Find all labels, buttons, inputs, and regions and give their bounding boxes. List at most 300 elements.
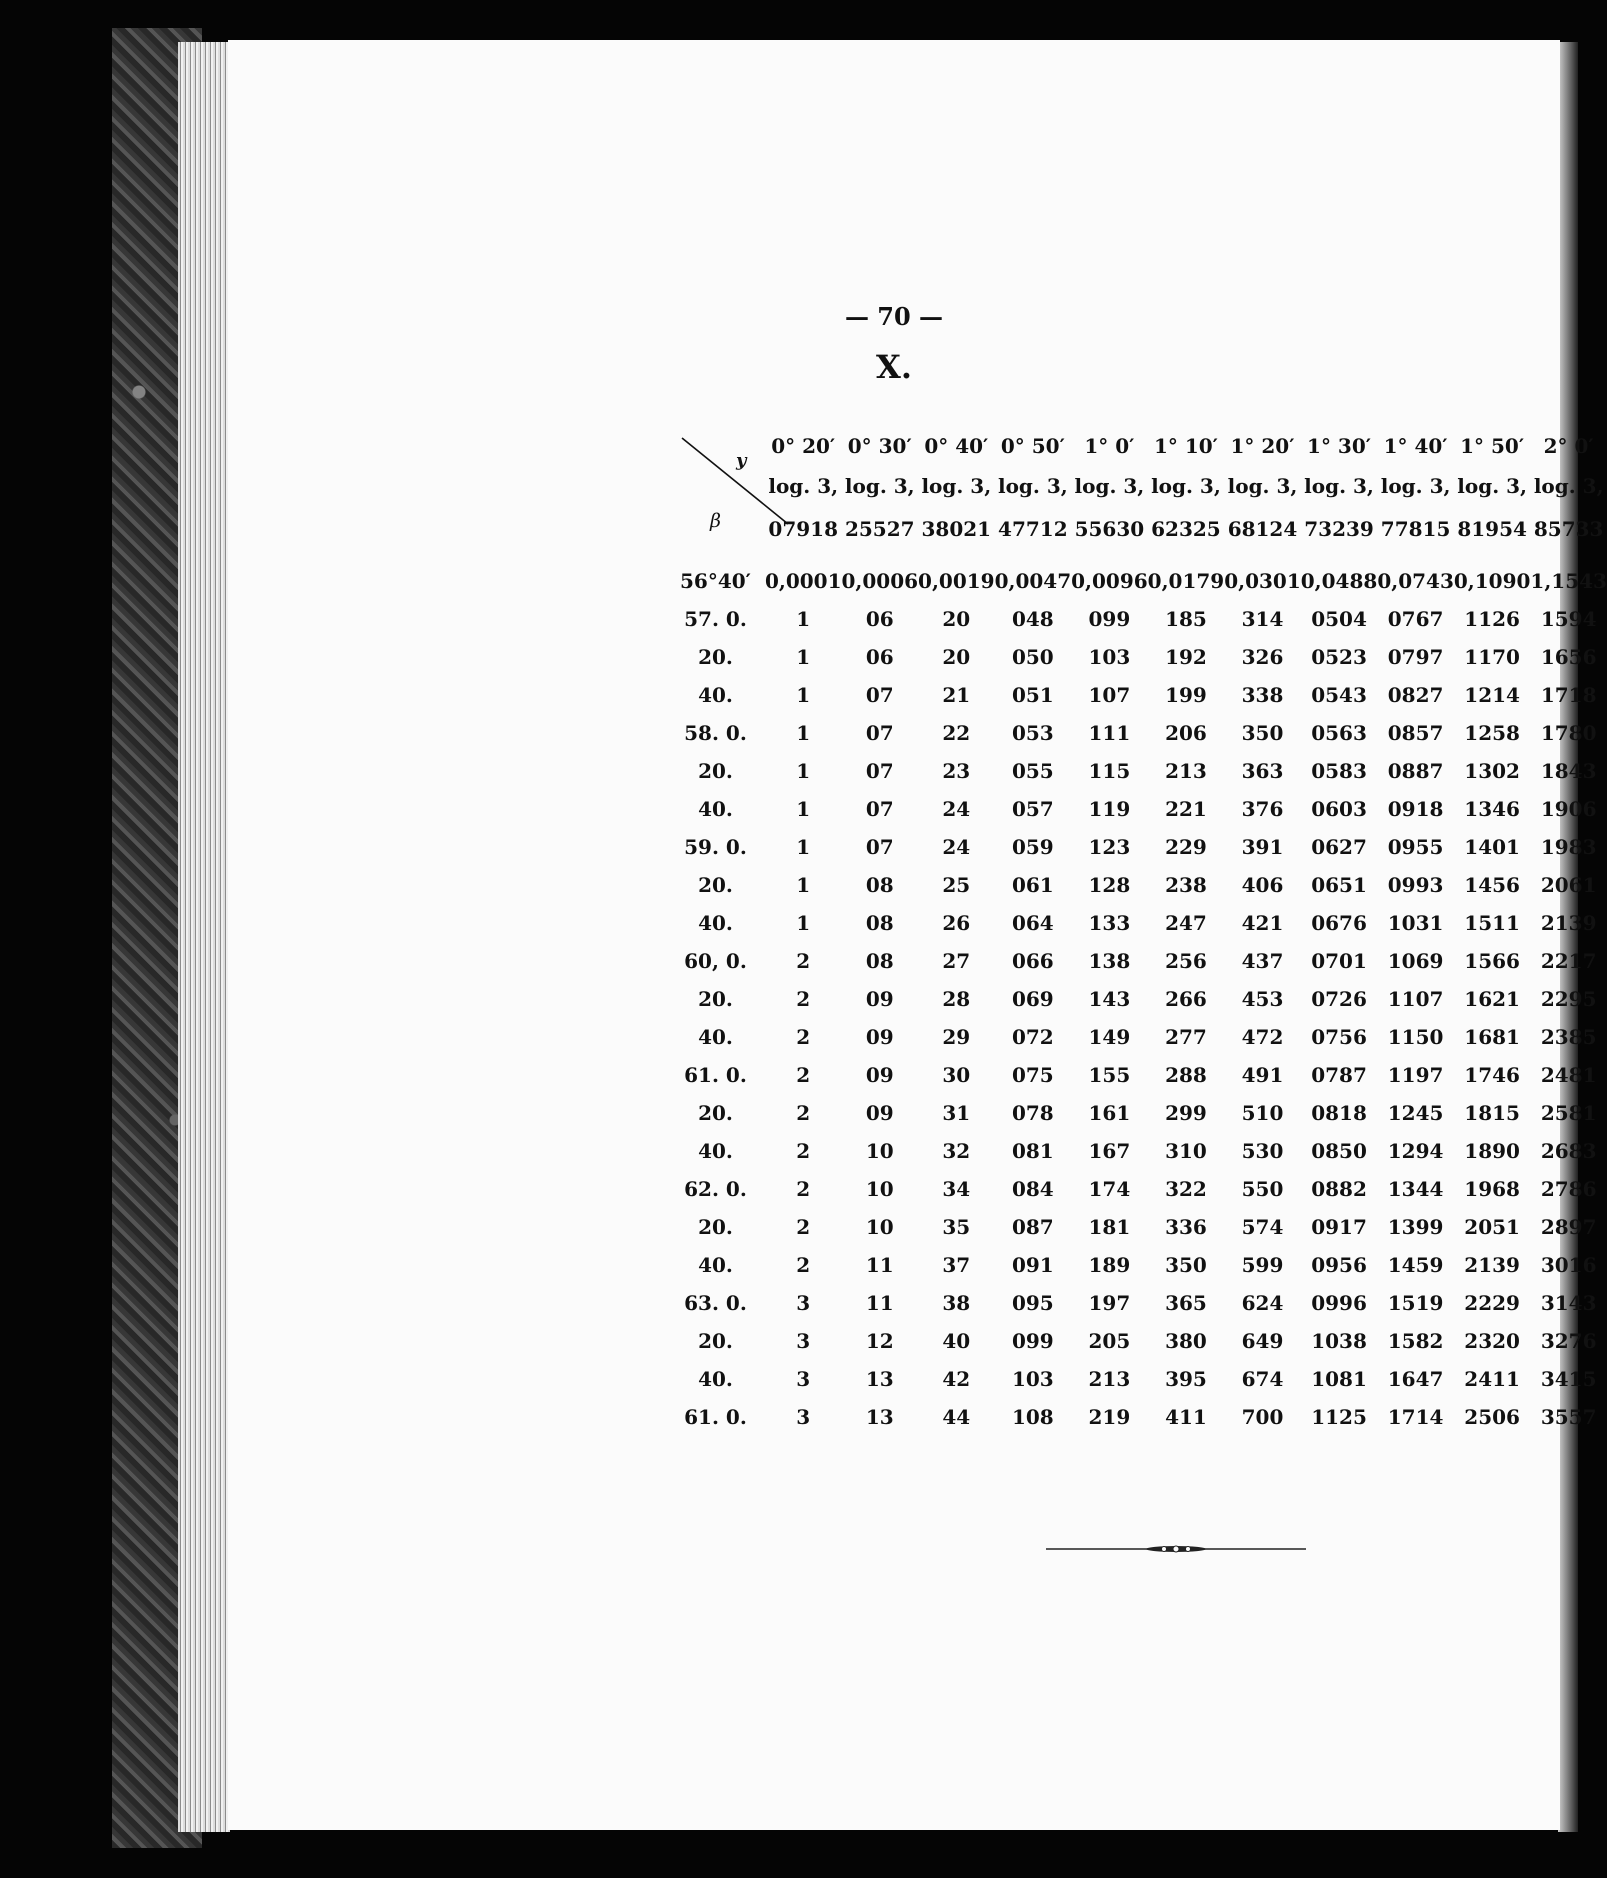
column-log-prefix: log. 3, (844, 474, 915, 498)
table-cell: 061 (1011, 873, 1054, 897)
table-cell: 3016 (1540, 1253, 1597, 1277)
table-cell: 599 (1241, 1253, 1284, 1277)
table-cell: 376 (1241, 797, 1284, 821)
table-cell: 09 (865, 1063, 894, 1087)
table-cell: 09 (865, 1101, 894, 1125)
table-cell: 336 (1165, 1215, 1207, 1239)
table-cell: 13 (865, 1405, 894, 1429)
table-cell: 199 (1165, 683, 1207, 707)
table-cell: 391 (1241, 835, 1284, 859)
column-log-digits: 07918 (768, 517, 838, 541)
table-cell: 700 (1241, 1405, 1284, 1429)
table-cell: 07 (865, 835, 894, 859)
table-row (680, 1208, 1607, 1246)
table-cell: 3557 (1540, 1405, 1597, 1429)
table-cell: 064 (1011, 911, 1054, 935)
table-cell: 103 (1011, 1367, 1054, 1391)
table-cell: 185 (1165, 607, 1207, 631)
table-row (680, 1398, 1607, 1436)
table-cell: 048 (1011, 607, 1054, 631)
table-cell: 0627 (1311, 835, 1367, 859)
table-cell: 0797 (1387, 645, 1444, 669)
table-cell: 0767 (1387, 607, 1444, 631)
table-cell: 0827 (1387, 683, 1444, 707)
table-cell: 338 (1241, 683, 1284, 707)
table-cell: 406 (1241, 873, 1284, 897)
book-page (228, 40, 1607, 1830)
table-row (680, 714, 1607, 752)
table-cell: 08 (865, 949, 894, 973)
table-cell: 395 (1165, 1367, 1207, 1391)
table-cell: 380 (1165, 1329, 1207, 1353)
table-cell: 08 (865, 911, 894, 935)
table-cell: 1519 (1387, 1291, 1444, 1315)
table-cell: 1214 (1464, 683, 1520, 707)
table-cell: 277 (1165, 1025, 1207, 1049)
table-cell: 1 (796, 759, 811, 783)
column-log-prefix: log. 3, (997, 474, 1068, 498)
table-cell: 219 (1088, 1405, 1131, 1429)
table-cell: 213 (1088, 1367, 1131, 1391)
table-cell: 2 (796, 1253, 811, 1277)
table-cell: 055 (1011, 759, 1054, 783)
table-cell: 205 (1088, 1329, 1131, 1353)
table-cell: 32 (942, 1139, 971, 1163)
table-row (680, 828, 1607, 866)
column-log-prefix: log. 3, (1457, 474, 1527, 498)
column-log-digits: 55630 (1074, 517, 1145, 541)
column-angle-header: 2° 0′ (1543, 434, 1594, 458)
column-log-digits: 73239 (1304, 517, 1374, 541)
column-log-digits: 25527 (844, 517, 915, 541)
table-cell: 0882 (1311, 1177, 1367, 1201)
table-cell: 0,0488 (1300, 569, 1378, 593)
table-cell: 1107 (1387, 987, 1444, 1011)
table-cell: 2411 (1464, 1367, 1520, 1391)
table-cell: 0955 (1387, 835, 1444, 859)
column-angle-header: 1° 50′ (1460, 434, 1525, 458)
table-cell: 099 (1088, 607, 1131, 631)
column-angle-header: 1° 30′ (1307, 434, 1372, 458)
column-angle-header: 1° 10′ (1153, 434, 1218, 458)
column-angle-header: 0° 30′ (847, 434, 912, 458)
table-cell: 1566 (1464, 949, 1520, 973)
table-cell: 326 (1241, 645, 1284, 669)
row-label: 61. 0. (684, 1063, 747, 1087)
table-cell: 29 (942, 1025, 971, 1049)
table-body (680, 552, 1607, 1436)
table-cell: 1621 (1464, 987, 1520, 1011)
table-cell: 2139 (1540, 911, 1597, 935)
row-label: 40. (698, 1253, 733, 1277)
table-cell: 2139 (1464, 1253, 1520, 1277)
table-cell: 2481 (1540, 1063, 1597, 1087)
table-cell: 247 (1165, 911, 1207, 935)
row-label: 20. (698, 1101, 733, 1125)
table-cell: 128 (1088, 873, 1131, 897)
table-cell: 421 (1241, 911, 1284, 935)
row-label: 40. (698, 797, 733, 821)
table-cell: 0857 (1387, 721, 1444, 745)
table-cell: 2385 (1540, 1025, 1597, 1049)
column-log-digits: 38021 (921, 517, 992, 541)
table-cell: 0787 (1311, 1063, 1367, 1087)
table-cell: 1 (796, 607, 811, 631)
column-angle-header: 0° 50′ (1000, 434, 1065, 458)
row-label: 40. (698, 911, 733, 935)
table-cell: 2786 (1540, 1177, 1597, 1201)
table-cell: 108 (1011, 1405, 1054, 1429)
table-cell: 1714 (1387, 1405, 1444, 1429)
table-cell: 2897 (1540, 1215, 1597, 1239)
row-label: 58. 0. (684, 721, 747, 745)
row-label: 20. (698, 645, 733, 669)
table-cell: 2506 (1464, 1405, 1520, 1429)
ornamental-rule (1046, 1544, 1306, 1554)
table-cell: 072 (1011, 1025, 1054, 1049)
table-cell: 1843 (1540, 759, 1597, 783)
table-row (680, 980, 1607, 1018)
table-cell: 167 (1088, 1139, 1131, 1163)
table-cell: 0756 (1311, 1025, 1367, 1049)
table-cell: 059 (1011, 835, 1054, 859)
table-row (680, 866, 1607, 904)
table-cell: 0701 (1311, 949, 1367, 973)
table-cell: 1031 (1387, 911, 1444, 935)
column-log-digits: 62325 (1151, 517, 1221, 541)
table-row (680, 790, 1607, 828)
table-cell: 3 (796, 1405, 811, 1429)
section-heading: X. (876, 348, 912, 386)
table-cell: 095 (1011, 1291, 1054, 1315)
row-label: 20. (698, 987, 733, 1011)
table-cell: 365 (1165, 1291, 1207, 1315)
table-cell: 103 (1088, 645, 1131, 669)
table-cell: 649 (1241, 1329, 1284, 1353)
table-cell: 1081 (1311, 1367, 1367, 1391)
table-cell: 11 (865, 1291, 894, 1315)
table-cell: 24 (942, 797, 971, 821)
table-cell: 31 (942, 1101, 971, 1125)
row-label: 62. 0. (684, 1177, 747, 1201)
corner-label-beta: β (710, 510, 721, 532)
table-cell: 1890 (1464, 1139, 1520, 1163)
table-cell: 491 (1241, 1063, 1284, 1087)
table-cell: 119 (1088, 797, 1131, 821)
table-cell: 3 (796, 1367, 811, 1391)
table-cell: 12 (865, 1329, 894, 1353)
table-cell: 1815 (1464, 1101, 1520, 1125)
table-cell: 44 (942, 1405, 971, 1429)
table-cell: 0543 (1311, 683, 1367, 707)
table-cell: 1718 (1540, 683, 1597, 707)
table-cell: 087 (1011, 1215, 1054, 1239)
table-cell: 21 (942, 683, 971, 707)
table-row (680, 752, 1607, 790)
table-cell: 099 (1011, 1329, 1054, 1353)
table-cell: 1399 (1387, 1215, 1444, 1239)
table-cell: 051 (1011, 683, 1054, 707)
table-cell: 350 (1165, 1253, 1207, 1277)
table-cell: 0996 (1311, 1291, 1367, 1315)
table-cell: 1906 (1540, 797, 1597, 821)
table-cell: 107 (1088, 683, 1131, 707)
row-label: 40. (698, 1139, 733, 1163)
table-cell: 1 (796, 835, 811, 859)
table-cell: 3415 (1540, 1367, 1597, 1391)
table-cell: 2295 (1540, 987, 1597, 1011)
table-cell: 081 (1011, 1139, 1054, 1163)
table-row (680, 904, 1607, 942)
table-cell: 0887 (1387, 759, 1444, 783)
table-cell: 25 (942, 873, 971, 897)
row-label: 63. 0. (684, 1291, 747, 1315)
header-angles-row (680, 426, 1607, 466)
table-cell: 1594 (1540, 607, 1597, 631)
table-cell: 0,0301 (1224, 569, 1301, 593)
table-cell: 1 (796, 721, 811, 745)
table-cell: 2051 (1464, 1215, 1520, 1239)
table-cell: 10 (865, 1139, 894, 1163)
row-label: 20. (698, 873, 733, 897)
table-cell: 2581 (1540, 1101, 1597, 1125)
table-cell: 181 (1088, 1215, 1131, 1239)
table-cell: 111 (1088, 721, 1131, 745)
table-cell: 299 (1165, 1101, 1207, 1125)
table-row (680, 1246, 1607, 1284)
table-cell: 155 (1088, 1063, 1131, 1087)
table-cell: 050 (1011, 645, 1054, 669)
column-log-prefix: log. 3, (1380, 474, 1451, 498)
log-table (680, 426, 1607, 1436)
table-cell: 1401 (1464, 835, 1520, 859)
table-cell: 0603 (1311, 797, 1367, 821)
table-cell: 0956 (1311, 1253, 1367, 1277)
table-cell: 13 (865, 1367, 894, 1391)
row-label: 40. (698, 683, 733, 707)
table-cell: 0,0006 (841, 569, 919, 593)
table-cell: 0,0179 (1147, 569, 1225, 593)
table-cell: 437 (1241, 949, 1284, 973)
table-cell: 1170 (1464, 645, 1520, 669)
table-cell: 0,1090 (1453, 569, 1531, 593)
table-cell: 2 (796, 1101, 811, 1125)
header-log-row (680, 466, 1607, 506)
table-cell: 1681 (1464, 1025, 1520, 1049)
table-cell: 1197 (1387, 1063, 1444, 1087)
table-cell: 2 (796, 987, 811, 1011)
table-cell: 42 (942, 1367, 971, 1391)
table-cell: 0,0047 (994, 569, 1072, 593)
table-cell: 314 (1241, 607, 1284, 631)
table-cell: 530 (1241, 1139, 1284, 1163)
table-cell: 2061 (1540, 873, 1597, 897)
table-cell: 174 (1088, 1177, 1131, 1201)
table-cell: 24 (942, 835, 971, 859)
table-cell: 0,0001 (764, 569, 842, 593)
column-log-prefix: log. 3, (1533, 474, 1604, 498)
table-cell: 057 (1011, 797, 1054, 821)
table-cell: 221 (1165, 797, 1207, 821)
table-cell: 363 (1241, 759, 1284, 783)
table-cell: 10 (865, 1177, 894, 1201)
table-row (680, 638, 1607, 676)
table-cell: 0563 (1311, 721, 1367, 745)
column-log-digits: 85733 (1533, 517, 1604, 541)
table-cell: 624 (1241, 1291, 1284, 1315)
table-cell: 20 (942, 645, 971, 669)
column-log-prefix: log. 3, (921, 474, 992, 498)
table-cell: 192 (1165, 645, 1207, 669)
table-cell: 0918 (1387, 797, 1444, 821)
table-row (680, 942, 1607, 980)
table-cell: 197 (1088, 1291, 1131, 1315)
table-cell: 1258 (1464, 721, 1520, 745)
table-cell: 20 (942, 607, 971, 631)
column-log-digits: 68124 (1227, 517, 1298, 541)
table-row (680, 1170, 1607, 1208)
table-row (680, 1360, 1607, 1398)
table-cell: 06 (865, 645, 894, 669)
table-cell: 1038 (1311, 1329, 1367, 1353)
table-row (680, 1018, 1607, 1056)
table-cell: 3 (796, 1329, 811, 1353)
table-cell: 453 (1241, 987, 1284, 1011)
table-cell: 1125 (1311, 1405, 1367, 1429)
column-log-digits: 47712 (998, 517, 1068, 541)
table-cell: 1983 (1540, 835, 1597, 859)
table-row (680, 1284, 1607, 1322)
table-cell: 09 (865, 1025, 894, 1049)
table-cell: 0726 (1311, 987, 1367, 1011)
table-cell: 08 (865, 873, 894, 897)
table-cell: 30 (942, 1063, 971, 1087)
header-digits-row (680, 506, 1607, 552)
table-cell: 3 (796, 1291, 811, 1315)
table-row (680, 1322, 1607, 1360)
table-cell: 574 (1241, 1215, 1284, 1239)
table-cell: 2 (796, 1025, 811, 1049)
table-cell: 0504 (1311, 607, 1367, 631)
table-cell: 229 (1165, 835, 1207, 859)
table-cell: 0850 (1311, 1139, 1367, 1163)
table-cell: 0,0096 (1071, 569, 1148, 593)
page-stack-edges (178, 42, 230, 1832)
table-cell: 0,0019 (918, 569, 995, 593)
table-cell: 0523 (1311, 645, 1367, 669)
table-cell: 0583 (1311, 759, 1367, 783)
table-cell: 10 (865, 1215, 894, 1239)
row-label: 40. (698, 1025, 733, 1049)
table-cell: 0676 (1311, 911, 1367, 935)
table-cell: 11 (865, 1253, 894, 1277)
table-cell: 37 (942, 1253, 971, 1277)
column-log-prefix: log. 3, (1227, 474, 1298, 498)
table-cell: 1582 (1387, 1329, 1444, 1353)
table-cell: 078 (1011, 1101, 1054, 1125)
row-label: 60, 0. (684, 949, 747, 973)
row-label: 20. (698, 759, 733, 783)
table-cell: 23 (942, 759, 971, 783)
table-cell: 149 (1088, 1025, 1131, 1049)
table-cell: 1780 (1540, 721, 1597, 745)
table-cell: 07 (865, 721, 894, 745)
page-number: — 70 — (844, 302, 944, 331)
row-label: 56°40′ (680, 569, 751, 593)
table-row (680, 1132, 1607, 1170)
table-cell: 1656 (1540, 645, 1597, 669)
table-cell: 066 (1011, 949, 1054, 973)
column-angle-header: 0° 20′ (771, 434, 836, 458)
table-cell: 0,0743 (1377, 569, 1454, 593)
table-cell: 123 (1088, 835, 1131, 859)
table-cell: 1511 (1464, 911, 1520, 935)
table-cell: 09 (865, 987, 894, 1011)
table-cell: 1 (796, 911, 811, 935)
table-cell: 06 (865, 607, 894, 631)
table-cell: 1456 (1464, 873, 1520, 897)
column-angle-header: 0° 40′ (924, 434, 989, 458)
table-cell: 2 (796, 1215, 811, 1239)
table-cell: 35 (942, 1215, 971, 1239)
table-cell: 22 (942, 721, 971, 745)
table-cell: 213 (1165, 759, 1207, 783)
table-cell: 256 (1165, 949, 1207, 973)
table-cell: 2217 (1540, 949, 1597, 973)
table-cell: 07 (865, 683, 894, 707)
table-row (680, 676, 1607, 714)
table-cell: 266 (1165, 987, 1207, 1011)
table-cell: 1968 (1464, 1177, 1520, 1201)
table-row (680, 600, 1607, 638)
row-label: 57. 0. (684, 607, 747, 631)
table-cell: 1302 (1464, 759, 1520, 783)
column-angle-header: 1° 40′ (1383, 434, 1448, 458)
table-cell: 28 (942, 987, 971, 1011)
table-cell: 2 (796, 1139, 811, 1163)
table-cell: 2683 (1540, 1139, 1597, 1163)
table-cell: 34 (942, 1177, 971, 1201)
table-cell: 510 (1241, 1101, 1284, 1125)
table-cell: 189 (1088, 1253, 1131, 1277)
table-cell: 115 (1088, 759, 1131, 783)
table-cell: 1344 (1387, 1177, 1444, 1201)
column-log-prefix: log. 3, (1151, 474, 1221, 498)
table-cell: 1,1543 (1530, 569, 1607, 593)
table-cell: 161 (1088, 1101, 1131, 1125)
table-cell: 550 (1241, 1177, 1284, 1201)
table-cell: 1245 (1387, 1101, 1444, 1125)
table-cell: 133 (1088, 911, 1131, 935)
table-cell: 1647 (1387, 1367, 1444, 1391)
table-cell: 091 (1011, 1253, 1054, 1277)
column-log-prefix: log. 3, (768, 474, 839, 498)
table-cell: 1294 (1387, 1139, 1444, 1163)
table-row (680, 1056, 1607, 1094)
column-log-digits: 77815 (1380, 517, 1451, 541)
column-log-digits: 81954 (1457, 517, 1527, 541)
table-cell: 288 (1165, 1063, 1207, 1087)
row-label: 20. (698, 1329, 733, 1353)
table-row (680, 1094, 1607, 1132)
table-cell: 411 (1165, 1405, 1207, 1429)
table-cell: 2 (796, 949, 811, 973)
table-cell: 084 (1011, 1177, 1054, 1201)
table-row (680, 562, 1607, 600)
column-log-prefix: log. 3, (1304, 474, 1374, 498)
table-cell: 206 (1165, 721, 1207, 745)
table-cell: 2320 (1464, 1329, 1520, 1353)
